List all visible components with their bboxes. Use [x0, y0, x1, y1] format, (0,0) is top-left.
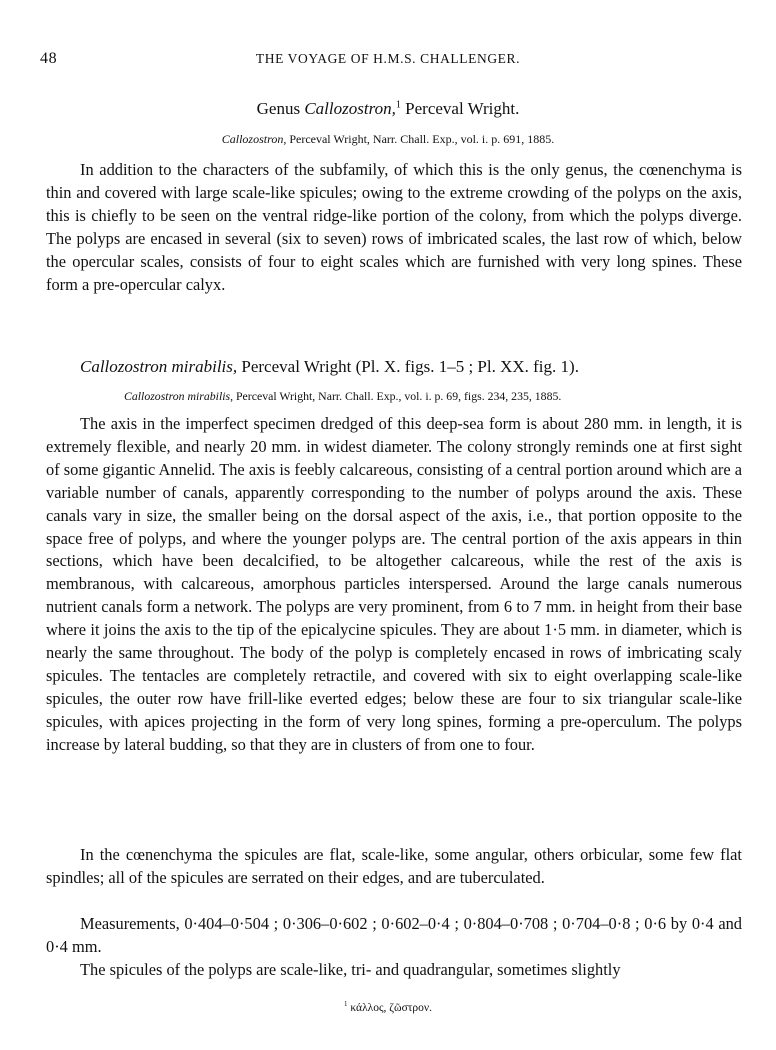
footnote: [0, 1001, 776, 1014]
footnote-reference: 1: [395, 99, 401, 111]
genus-prefix: Genus: [256, 99, 301, 118]
species-description-paragraph: The axis in the imperfect specimen dredged of this deep-sea form is about 280 mm. in length, it is extremely flexible, and nearly 20 mm. in widest diameter. The colony strongly reminds one at first sight of some gigantic Annelid. The axis is feebly calcareous, consisting of a central portion around which are a variable number of canals, apparently corresponding to the number of polyps around the axis. These canals vary in size, the smaller being on the dorsal aspect of the axis, i.e., that portion opposite to the space free of polyps, and where the younger polyps are. The central portion of the axis appears in thin sections, which have been decalcified, to be altogether calcareous, while the rest of the axis is membranous, with calcareous, amorphous particles interspersed. Around the large canals numerous nutrient canals form a network. The polyps are very prominent, from 6 to 7 mm. in height from their base where it joins the axis to the tip of the epicalycine spicules. They are about 1·5 mm. in diameter, which is nearly the same throughout. The body of the polyp is completely encased in rows of imbricating scaly spicules. The tentacles are completely retractile, and covered with six to eight overlapping scale-like spicules, the outer row have frill-like everted edges; below these are four to six triangular scale-like spicules, with apices projecting in the form of very long spines, forming a pre-operculum. The polyps increase by lateral budding, so that they are in clusters of from one to four.: [46, 414, 742, 754]
genus-paragraph: In addition to the characters of the subfamily, of which this is the only genus, the cœnenchyma is thin and covered with large scale-like spicules; owing to the extreme crowding of the polyps on the axis, this is chiefly to be seen on the ventral ridge-like portion of the colony, from which the polyps diverge. The polyps are encased in several (six to seven) rows of imbricated scales, the last row of which, below the opercular scales, consists of four to eight scales which are furnished with very long spines. These form a pre-opercular calyx.: [46, 160, 742, 294]
genus-heading: [0, 99, 776, 119]
genus-citation-name: Callozostron,: [221, 132, 287, 146]
footnote-mark: 1: [344, 1001, 348, 1008]
journal-title: THE VOYAGE OF H.M.S. CHALLENGER.: [255, 51, 521, 66]
species-name: Callozostron mirabilis,: [80, 357, 238, 376]
species-author-refs: Perceval Wright (Pl. X. figs. 1–5 ; Pl. XX. fig. 1).: [241, 357, 579, 376]
running-head: [40, 50, 736, 72]
species-heading: [80, 357, 579, 377]
genus-citation: [0, 132, 776, 147]
species-citation-text: Perceval Wright, Narr. Chall. Exp., vol. i. p. 69, figs. 234, 235, 1885.: [236, 389, 562, 403]
footnote-text: κάλλος, ζῶστρον.: [350, 1001, 432, 1014]
coenenchyma-paragraph: In the cœnenchyma the spicules are flat, scale-like, some angular, others orbicular, some few flat spindles; all of the spicules are serrated on their edges, and are tuberculated.: [46, 845, 742, 887]
genus-name: Callozostron,: [304, 99, 396, 118]
spicules-paragraph: The spicules of the polyps are scale-like, tri- and quadrangular, sometimes slightly: [80, 960, 621, 979]
page-number: 48: [40, 50, 58, 67]
genus-author: Perceval Wright.: [405, 99, 520, 118]
measurements-paragraph: Measurements, 0·404–0·504 ; 0·306–0·602 ; 0·602–0·4 ; 0·804–0·708 ; 0·704–0·8 ; 0·6 by 0·4 and 0·4 mm.: [46, 914, 742, 956]
species-citation: [124, 389, 561, 404]
species-citation-name: Callozostron mirabilis,: [124, 389, 234, 403]
genus-citation-text: Perceval Wright, Narr. Chall. Exp., vol. i. p. 691, 1885.: [289, 132, 555, 146]
